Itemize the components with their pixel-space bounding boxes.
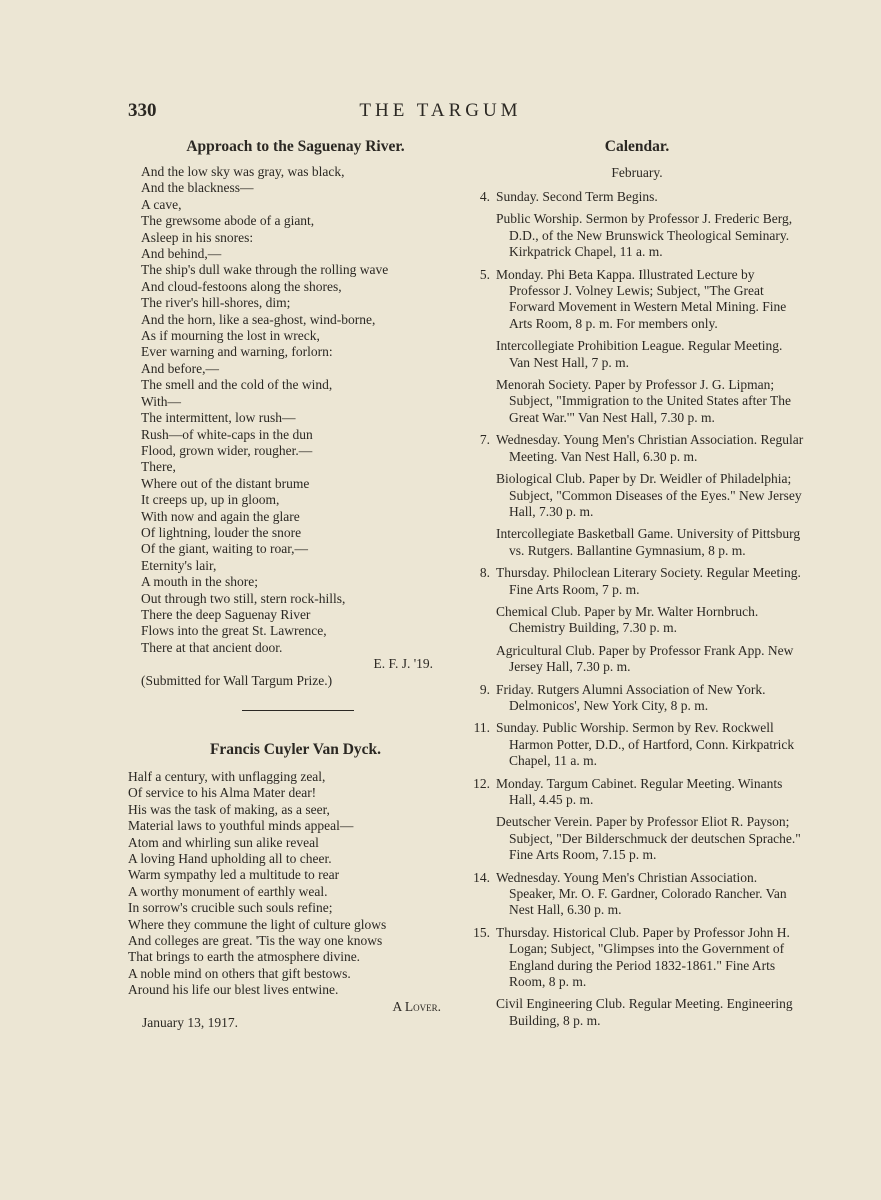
calendar-entry-date: 7.: [479, 432, 490, 448]
poem-line: And the blackness—: [141, 180, 254, 196]
calendar-entry-text: Public Worship. Sermon by Professor J. Frederic Berg, D.D., of the New Brunswick Theological Seminary. Kirkpatrick Chapel, 11 a. m.: [496, 211, 793, 260]
calendar-entry: [468, 720, 806, 769]
poem-line: And before,—: [141, 360, 219, 376]
poem-line: A noble mind on others that gift bestows.: [128, 965, 351, 981]
calendar-entry: [468, 189, 806, 205]
calendar-entry: [468, 776, 806, 809]
calendar-entry-text: Wednesday. Young Men's Christian Association. Speaker, Mr. O. F. Gardner, Colorado Rancher. Van Nest Hall, 6.30 p. m.: [496, 869, 787, 918]
poem-line: Around his life our blest lives entwine.: [128, 982, 339, 998]
calendar-entry-text: Intercollegiate Prohibition League. Regular Meeting. Van Nest Hall, 7 p. m.: [496, 338, 783, 370]
calendar-entry: [468, 996, 806, 1029]
calendar-entry: [468, 211, 806, 260]
calendar-entry-text: Biological Club. Paper by Dr. Weidler of Philadelphia; Subject, "Common Diseases of the Eyes." New Jersey Hall, 7.30 p. m.: [496, 471, 802, 519]
right-column: [468, 138, 806, 1035]
calendar-entry: [468, 267, 806, 333]
poem-line: There,: [141, 459, 176, 475]
poem-line: Where out of the distant brume: [141, 475, 310, 491]
poem-line: A worthy monument of earthly weal.: [128, 883, 328, 899]
poem-line: Asleep in his snores:: [141, 229, 254, 245]
calendar-entry-text: Thursday. Historical Club. Paper by Professor John H. Logan; Subject, "Glimpses into the Government of England during the Period 1832-1861." Fine Arts Room, 8 p. m.: [496, 924, 790, 990]
calendar-entry: [468, 870, 806, 919]
poem-line: In sorrow's crucible such souls refine;: [128, 900, 333, 916]
calendar-entry: [468, 604, 806, 637]
calendar-entry: [468, 377, 806, 426]
calendar-entry: [468, 565, 806, 598]
calendar-entry-text: Civil Engineering Club. Regular Meeting. Engineering Building, 8 p. m.: [496, 996, 793, 1028]
poem-line: And behind,—: [141, 246, 222, 262]
calendar-entry: [468, 526, 806, 559]
calendar-entry-text: Friday. Rutgers Alumni Association of New York. Delmonicos', New York City, 8 p. m.: [496, 681, 766, 713]
calendar-entry: [468, 814, 806, 863]
left-column: [128, 138, 463, 1032]
poem-line: Of the giant, waiting to roar,—: [141, 541, 309, 557]
poem-line: And colleges are great. 'Tis the way one knows: [128, 933, 383, 949]
calendar-entry-text: Chemical Club. Paper by Mr. Walter Hornbruch. Chemistry Building, 7.30 p. m.: [496, 603, 759, 636]
poem-line: Of service to his Alma Mater dear!: [128, 785, 317, 801]
poem-line: As if mourning the lost in wreck,: [141, 328, 320, 344]
poem-line: And the low sky was gray, was black,: [141, 164, 345, 179]
poem1-note: (Submitted for Wall Targum Prize.): [141, 672, 333, 688]
poem-line: There at that ancient door.: [141, 639, 283, 655]
calendar-entry: [468, 643, 806, 676]
calendar-entry-date: 9.: [479, 681, 490, 697]
calendar-entry-date: 5.: [479, 266, 490, 282]
poem-line: Flood, grown wider, rougher.—: [141, 442, 313, 458]
page-number: 330: [128, 100, 157, 121]
poem-line: A mouth in the shore;: [141, 574, 258, 590]
calendar-entry-date: 11.: [473, 720, 490, 736]
calendar-entry-text: Intercollegiate Basketball Game. University of Pittsburg vs. Rutgers. Ballantine Gymnasium, 8 p. m.: [496, 526, 801, 558]
poem-line: Half a century, with unflagging zeal,: [128, 769, 326, 784]
poem-line: The grewsome abode of a giant,: [141, 213, 315, 229]
calendar-entry-text: Sunday. Public Worship. Sermon by Rev. Rockwell Harmon Potter, D.D., of Hartford, Conn. Kirkpatrick Chapel, 11 a. m.: [496, 720, 795, 769]
poem-line: Where they commune the light of culture glows: [128, 916, 387, 932]
running-head: THE TARGUM: [359, 100, 522, 121]
calendar-entry-date: 14.: [473, 869, 490, 885]
poem-line: A cave,: [141, 196, 182, 212]
calendar-entry-text: Wednesday. Young Men's Christian Association. Regular Meeting. Van Nest Hall, 6.30 p. m.: [496, 432, 804, 464]
poem1-body: [141, 164, 463, 656]
poem-line: That brings to earth the atmosphere divine.: [128, 949, 361, 965]
calendar-entry-text: Monday. Phi Beta Kappa. Illustrated Lecture by Professor J. Volney Lewis; Subject, "The Great Forward Movement in Western Metal Mining. Fine Arts Room, 8 p. m. For members only.: [496, 266, 787, 331]
calendar-entry-text: Sunday. Second Term Begins.: [496, 189, 658, 204]
calendar-entry-text: Agricultural Club. Paper by Professor Frank App. New Jersey Hall, 7.30 p. m.: [496, 642, 794, 675]
calendar-list: [468, 189, 806, 1029]
calendar-entry-text: Menorah Society. Paper by Professor J. G. Lipman; Subject, "Immigration to the United States after The Great War.'" Van Nest Hall, 7.30 p. m.: [496, 377, 791, 425]
calendar-entry: [468, 925, 806, 991]
calendar-entry-date: 12.: [473, 775, 490, 791]
poem-line: With—: [141, 393, 181, 409]
calendar-title: Calendar.: [604, 138, 670, 155]
poem-line: Eternity's lair,: [141, 557, 217, 573]
poem-line: Rush—of white-caps in the dun: [141, 426, 313, 442]
poem-line: Ever warning and warning, forlorn:: [141, 344, 333, 360]
calendar-entry: [468, 432, 806, 465]
poem-line: The smell and the cold of the wind,: [141, 377, 333, 393]
poem2-signature: A Lover.: [392, 998, 441, 1014]
poem2-date: January 13, 1917.: [142, 1015, 238, 1031]
poem2-body: [128, 769, 463, 999]
poem-line: Of lightning, louder the snore: [141, 524, 302, 540]
poem-line: With now and again the glare: [141, 508, 300, 524]
poem-line: And the horn, like a sea-ghost, wind-borne,: [141, 311, 376, 327]
calendar-month: February.: [611, 165, 663, 180]
calendar-entry: [468, 338, 806, 371]
poem-line: Material laws to youthful minds appeal—: [128, 818, 354, 834]
poem-line: Atom and whirling sun alike reveal: [128, 834, 319, 850]
poem-line: There the deep Saguenay River: [141, 606, 311, 622]
poem-line: And cloud-festoons along the shores,: [141, 278, 342, 294]
poem-line: The ship's dull wake through the rolling wave: [141, 262, 389, 278]
section-divider: [242, 710, 354, 711]
calendar-entry: [468, 471, 806, 520]
poem-line: The river's hill-shores, dim;: [141, 295, 291, 311]
poem1-title: Approach to the Saguenay River.: [186, 138, 405, 155]
calendar-entry-text: Monday. Targum Cabinet. Regular Meeting. Winants Hall, 4.45 p. m.: [496, 775, 783, 807]
poem2-title: Francis Cuyler Van Dyck.: [209, 741, 382, 758]
poem-line: Warm sympathy led a multitude to rear: [128, 867, 340, 883]
calendar-entry-date: 4.: [479, 189, 490, 204]
calendar-entry: [468, 682, 806, 715]
calendar-entry-date: 15.: [473, 924, 490, 940]
calendar-entry-date: 8.: [479, 565, 490, 581]
calendar-entry-text: Deutscher Verein. Paper by Professor Eliot R. Payson; Subject, "Der Bilderschmuck der deutschen Sprache." Fine Arts Room, 7.15 p. m.: [496, 814, 801, 863]
poem-line: A loving Hand upholding all to cheer.: [128, 851, 332, 867]
poem-line: Out through two still, stern rock-hills,: [141, 590, 346, 606]
poem-line: Flows into the great St. Lawrence,: [141, 623, 327, 639]
calendar-entry-text: Thursday. Philoclean Literary Society. Regular Meeting. Fine Arts Room, 7 p. m.: [496, 565, 801, 597]
poem1-signature: E. F. J. '19.: [373, 656, 433, 672]
poem-line: It creeps up, up in gloom,: [141, 492, 280, 508]
poem-line: His was the task of making, as a seer,: [128, 801, 330, 817]
poem-line: The intermittent, low rush—: [141, 410, 296, 426]
